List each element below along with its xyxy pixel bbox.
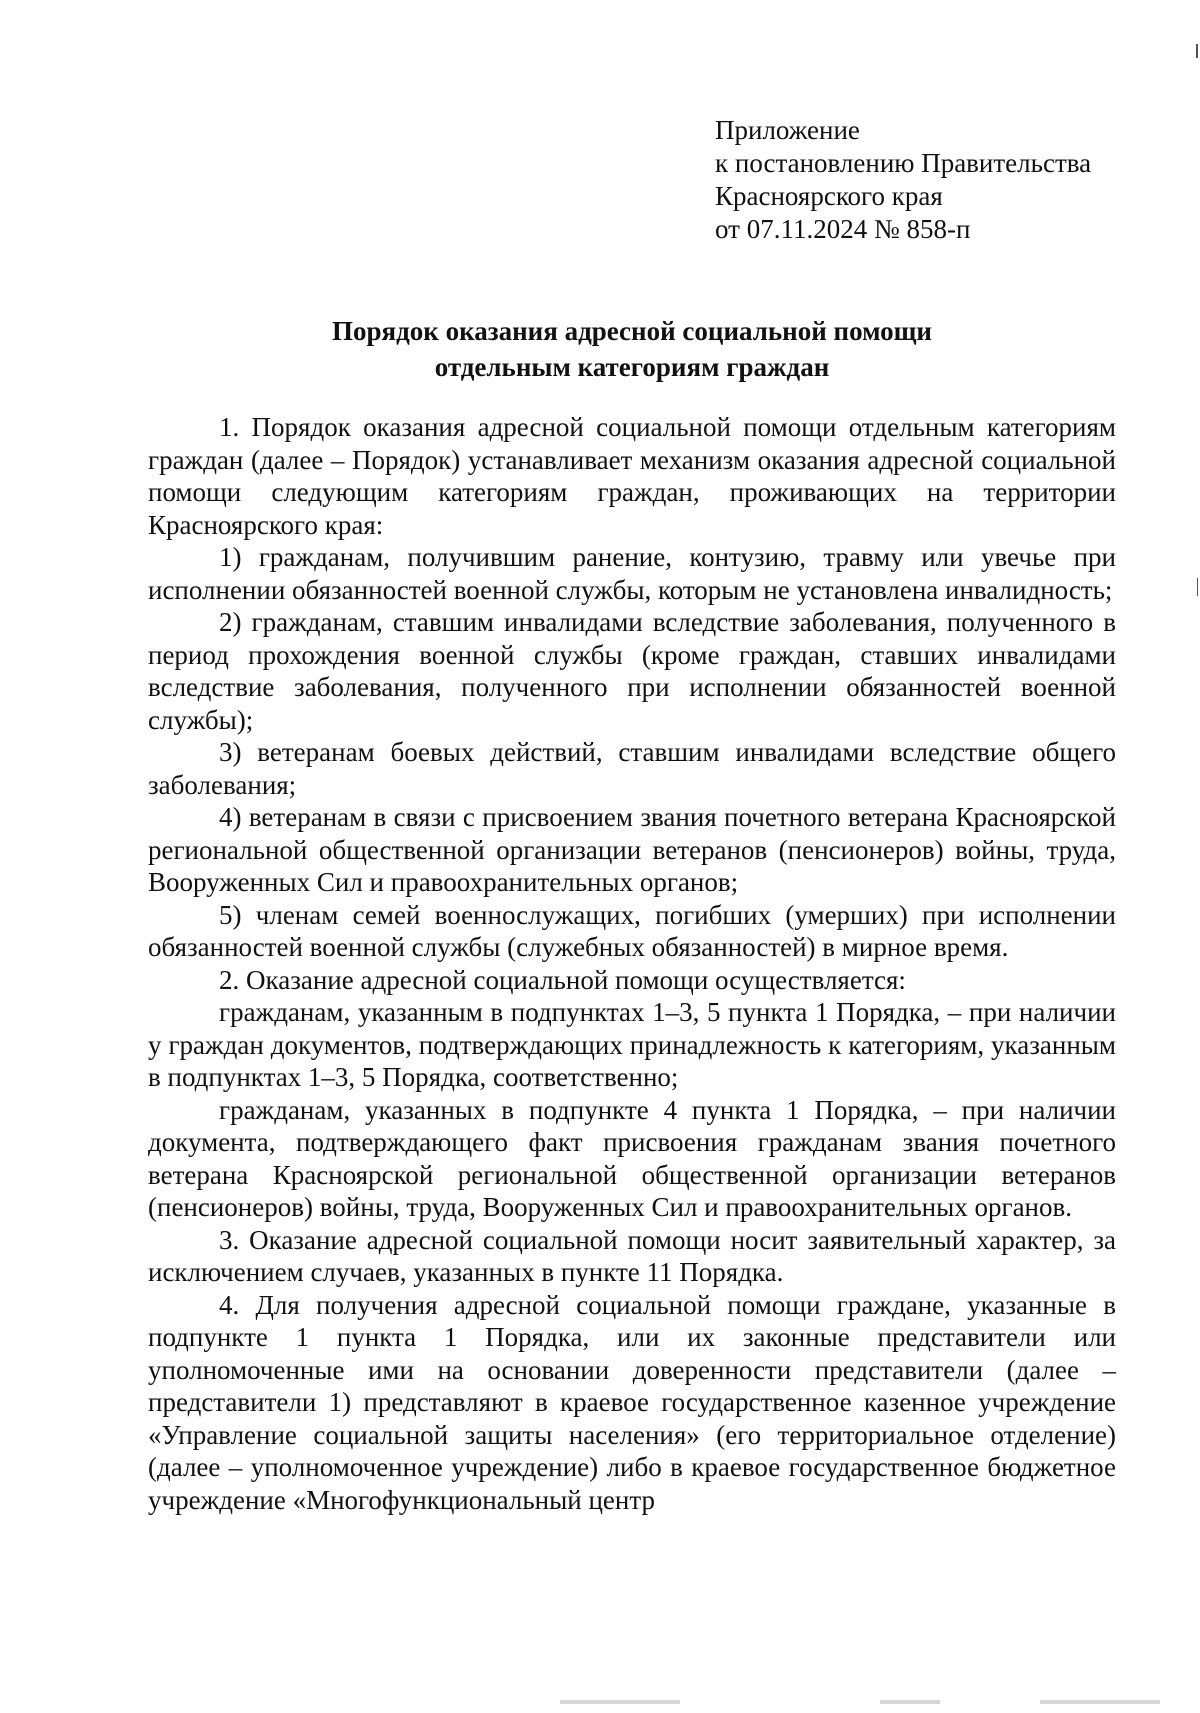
scan-artifact-bottom-3 [1040,1700,1160,1704]
paragraph-1-2: 2) гражданам, ставшим инвалидами вследствие заболевания, полученного в период прохождения военной службы (кроме граждан, ставших инвалидами вследствие заболевания, полученного при исполнении обязанностей военной службы); [148,607,1116,735]
paragraph-1-4: 4) ветеранам в связи с присвоением звания почетного ветерана Красноярской региональной общественной организации ветеранов (пенсионеров) войны, труда, Вооруженных Сил и правоохранительных органов; [148,802,1116,897]
document-title [148,313,1116,385]
paragraph-2: 2. Оказание адресной социальной помощи осуществляется: [219,964,906,995]
scan-artifact-top [1196,44,1198,58]
appendix-line-2: к постановлению Правительства [715,148,1092,178]
document-body [148,411,1116,1516]
appendix-header [715,114,1091,246]
paragraph-3: 3. Оказание адресной социальной помощи носит заявительный характер, за исключением случаев, указанных в пункте 11 Порядка. [148,1224,1116,1287]
paragraph-1: 1. Порядок оказания адресной социальной помощи отдельным категориям граждан (далее – Порядок) устанавливает механизм оказания адресной социальной помощи следующим категориям граждан, проживающих на территории Красноярского края: [148,412,1116,540]
scan-artifact-bottom-1 [560,1700,680,1704]
title-line-2: отдельным категориям граждан [434,352,830,382]
paragraph-2-a: гражданам, указанным в подпунктах 1–3, 5 пункта 1 Порядка, – при наличии у граждан документов, подтверждающих принадлежность к категориям, указанным в подпунктах 1–3, 5 Порядка, соответственно; [148,997,1116,1092]
paragraph-1-3: 3) ветеранам боевых действий, ставшим инвалидами вследствие общего заболевания; [148,737,1116,800]
paragraph-2-b: гражданам, указанных в подпункте 4 пункта 1 Порядка, – при наличии документа, подтверждающего факт присвоения гражданам звания почетного ветерана Красноярской региональной общественной организации ветеранов (пенсионеров) войны, труда, Вооруженных Сил и правоохранительных органов. [148,1094,1116,1222]
paragraph-1-1: 1) гражданам, получившим ранение, контузию, травму или увечье при исполнении обязанностей военной службы, которым не установлена инвалидность; [148,542,1116,605]
appendix-line-1: Приложение [715,115,860,145]
scan-artifact-mid [1197,578,1198,596]
title-line-1: Порядок оказания адресной социальной помощи [332,316,932,346]
appendix-line-4: от 07.11.2024 № 858-п [715,214,971,244]
scan-artifact-bottom-2 [880,1700,940,1704]
paragraph-4: 4. Для получения адресной социальной помощи граждане, указанные в подпункте 1 пункта 1 Порядка, или их законные представители или уполномоченные ими на основании доверенности представители (далее – представители 1) представляют в краевое государственное казенное учреждение «Управление социальной защиты населения» (его территориальное отделение) (далее – уполномоченное учреждение) либо в краевое государственное бюджетное учреждение «Многофункциональный центр [148,1289,1116,1515]
appendix-line-3: Красноярского края [715,181,943,211]
paragraph-1-5: 5) членам семей военнослужащих, погибших (умерших) при исполнении обязанностей военной службы (служебных обязанностей) в мирное время. [148,899,1116,962]
